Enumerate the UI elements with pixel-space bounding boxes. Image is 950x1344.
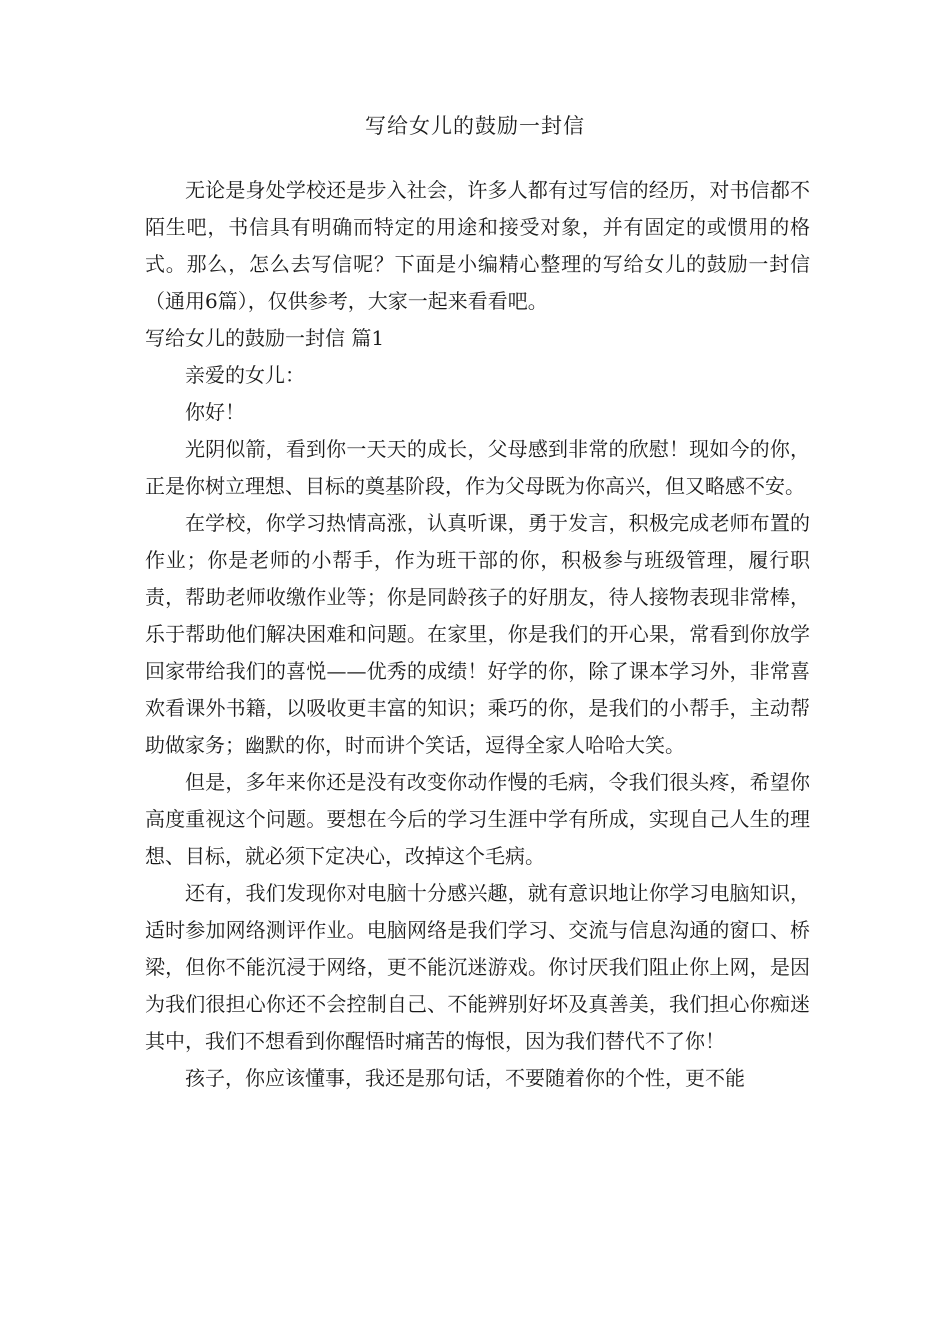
body-paragraph: 你好！: [185, 400, 245, 424]
body-paragraph: 还有，我们发现你对电脑十分感兴趣，就有意识地让你学习电脑知识，适时参加网络测评作业。电脑网络是我们学习、交流与信息沟通的窗口、桥梁，但你不能沉浸于网络，更不能沉迷游戏。你讨厌我们阻止你上网，是因为我们很担心你还不会控制自己、不能辨别好坏及真善美，我们担心你痴迷其中，我们不想看到你醒悟时痛苦的悔恨，因为我们替代不了你！: [145, 881, 810, 1053]
body-paragraph: 但是，多年来你还是没有改变你动作慢的毛病，令我们很头疼，希望你高度重视这个问题。要想在今后的学习生涯中学有所成，实现自己人生的理想、目标，就必须下定决心，改掉这个毛病。: [145, 770, 810, 868]
body-paragraph: 光阴似箭，看到你一天天的成长，父母感到非常的欣慰！现如今的你，正是你树立理想、目标的奠基阶段，作为父母既为你高兴，但又略感不安。: [145, 437, 810, 498]
section-heading: 写给女儿的鼓励一封信 篇1: [145, 326, 385, 350]
document-title: 写给女儿的鼓励一封信: [365, 114, 585, 138]
body-paragraph: 无论是身处学校还是步入社会，许多人都有过写信的经历，对书信都不陌生吧，书信具有明确而特定的用途和接受对象，并有固定的或惯用的格式。那么，怎么去写信呢？下面是小编精心整理的写给女儿的鼓励一封信（通用6篇），仅供参考，大家一起来看看吧。: [145, 178, 810, 313]
document-body: [145, 172, 810, 1097]
body-paragraph: 在学校，你学习热情高涨，认真听课，勇于发言，积极完成老师布置的作业；你是老师的小帮手，作为班干部的你，积极参与班级管理，履行职责，帮助老师收缴作业等；你是同龄孩子的好朋友，待人接物表现非常棒，乐于帮助他们解决困难和问题。在家里，你是我们的开心果，常看到你放学回家带给我们的喜悦——优秀的成绩！好学的你，除了课本学习外，非常喜欢看课外书籍，以吸收更丰富的知识；乘巧的你，是我们的小帮手，主动帮助做家务；幽默的你，时而讲个笑话，逗得全家人哈哈大笑。: [145, 511, 810, 757]
body-paragraph: 孩子，你应该懂事，我还是那句话，不要随着你的个性，更不能: [185, 1066, 745, 1090]
body-paragraph: 亲爱的女儿：: [185, 363, 305, 387]
